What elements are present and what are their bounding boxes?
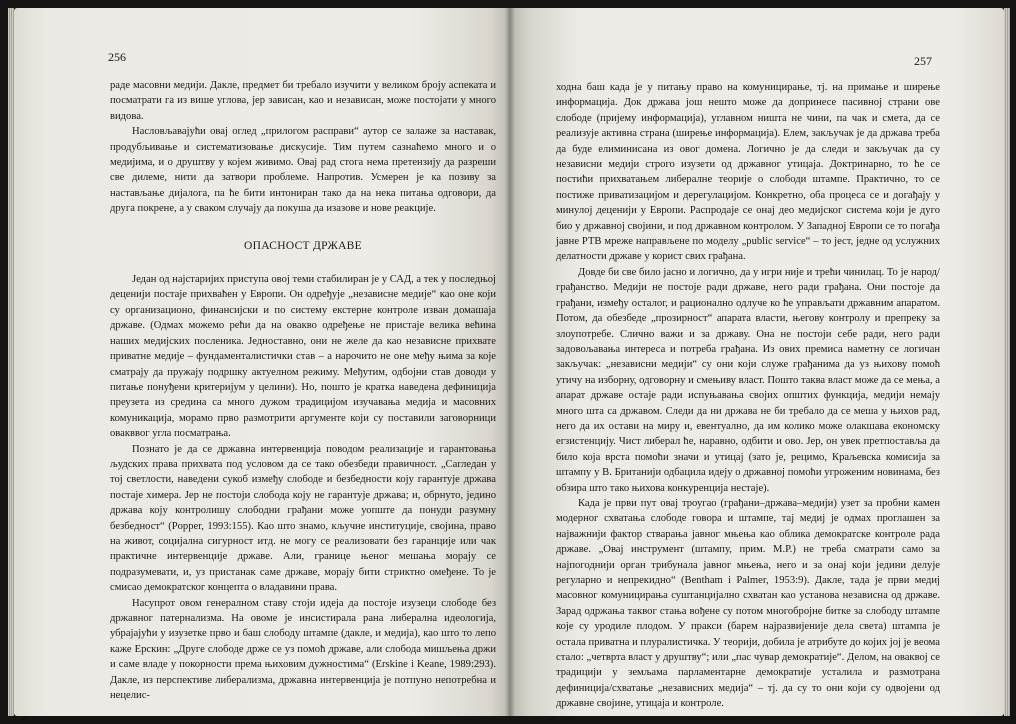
section-heading: ОПАСНОСТ ДРЖАВЕ xyxy=(244,239,362,252)
left-page xyxy=(14,8,510,716)
left-page-text xyxy=(110,78,496,703)
paragraph: Насупрот овом генералном ставу стоји идеја да постоје изузеци слободе без државног патернализма. На овоме је инсистирала рана либерална идеологија, убрајајући у изузетке прво и баш слободу штампе (дакле, и медија), као што то лепо каже Ерскин: „Друге слободе држе се уз помоћ државе, али слобода мишљења држи и саме владе у покорности према њиховим дужностима“ (Erskine i Keane, 1989:293). Дакле, из перспективе либерализма, државна интервенција је потпуно непотребна и нецелис- xyxy=(110,597,496,702)
page-number-right: 257 xyxy=(914,54,932,68)
paragraph: раде масовни медији. Дакле, предмет би требало изучити у великом броју аспеката и посматрати га из више углова, јер зависан, као и независан, може постојати у много видова. xyxy=(110,80,496,122)
paragraph: Довде би све било јасно и логично, да у игри није и трећи чинилац. То је народ/грађанство. Медији не постоје ради државе, него ради грађана. Они постоје да грађани, између осталог, и рационално одлуче ко ће управљати државним апаратом. Потом, да обезбеде „прозирност“ апарата власти, његову контролу и препреку за злоупотребе. Слично важи и за државу. Она не постоји себе ради, него ради задовољавања интереса и потреба грађана. Из ових премиса наметну се логичан закључак: „независни медији“ су они који служе грађанима да уз њихову помоћ утичу на изборну, одговорну и смењиву власт. Пошто таква власт може да се мења, а апарат државе остаје ради испуњавања својих општих функција, медији немају много шта са државом. Следи да ни држава не би требало да се меша у њихов рад, него да их остави на миру и, евентуално, да им колико може олакшава економску егзистенцију. Чист либерал ће, наравно, одбити и ово. Јер, он увек претпоставља да било која врста помоћи значи и утицај (зато је, рецимо, Краљевска комисија за штампу у В. Британији одбацила идеју о државној помоћи угроженим новинама, без обзира што тако њихова конкуренција нестаје). xyxy=(556,266,940,494)
page-stack-edge-right xyxy=(1004,8,1010,716)
paragraph: Познато је да се државна интервенција поводом реализације и гарантовања људских права прихвата под условом да се тако обезбеди правичност. „Сагледан у тој светлости, наведени сукоб између слободе и безбедности коју гарантује држава постаје химера. Јер не постоји слобода коју не гарантује држава; и, обрнуто, једино држава коју контролишу слободни грађани може уопште да понуди разумну безбедност“ (Popper, 1993:155). Као што знамо, кључне институције, својина, право на живот, социјална сигурност итд. не могу се реализовати без гаранције или чак практичне интервенције државе. Али, границе њеног мешања морају се подразумевати, и, уз пристанак саме државе, морају бити стриктно омеђене. То је смисао демократског концепта о владавини права. xyxy=(110,443,496,594)
paragraph: Када је први пут овај троугао (грађани–држава–медији) узет за пробни камен модерног схватања слободе говора и штампе, тај медиј је одмах проглашен за најважнији фактор стварања јавног мњења као облика демократске контроле рада државе. „Овај инструмент (штампу, прим. М.Р.) не треба сматрати само за најпогоднији орган трибунала јавног мњења, него и за онај који једини делује регуларно и непрекидно“ (Bentham i Palmer, 1953:9). Дакле, тада је први медиј масовног комуницирања суштанцијално схватан као установа независна од државе. Зарад одржања таквог стања вођене су потом многобројне битке за слободу штампе које су уродиле плодом. У пракси (барем најразвијеније дела света) штампа је остала приватна и плуралистичка. У теорији, добила је атрибуте до којих јој је веома стало: „четврта власт у друштву“; или „пас чувар демократије“. Делом, на оваквој се традицији у земљама парламентарне демократије усталила и размотрана дефиниција/схватање „независних медија“ – тј. да су то они који су одвојени од државне својине, утицаја и контроле. xyxy=(556,497,940,710)
right-page-text xyxy=(556,80,940,712)
right-page xyxy=(510,8,1004,716)
paragraph: ходна баш када је у питању право на комуницирање, тј. на примање и ширење информација. Док држава још нешто може да допринесе пасивној страни ове слободе (пријему информација), углавном ништа не чини, па чак и смета, да се реализује активна страна (ширење информација). Елем, закључак је да држава треба да буде елиминисана из овог домена. Логично је да следи и закључак да су независни медији строго изузети од државног утицаја. Доктринарно, то ће се постићи прихватањем либералне теорије о слободи штампе. Практично, то се постиже приватизацијом и дерегулацијом. Конкретно, оба процеса се и догађају у минулој деценији у Европи. Распродаје се онај део медијског система који је дуго био у државној својини, и под државном контролом. У Западној Европи се то погађа јавне РТВ мреже направљене по моделу „public service“ – то јест, једне од услужних делатности државе у корист свих грађана. xyxy=(556,82,940,263)
book-gutter xyxy=(505,8,515,716)
paragraph: Један од најстаријих приступа овој теми стабилиран је у САД, а тек у последњој деценији постаје прихваћен у Европи. Он одређује „независне медије“ као оне који су организационо, финансијски и по систему екстерне контроле изван домашаја државе. (Одмах можемо рећи да на овакво одређење не пристаје велика већина наших медијских посленика. Једноставно, они не желе да као независне прихвате приватне медије – фундаменталистички став – а нарочито не оне међу њима за које сматрају да пружају подршку актуелном режиму. Међутим, одбојни став доводи у питање понуђени критеријум у целини). Но, пошто је кратка наведена дефиниција преузета из средина са много дужом традицијом изучавања медија и масовних комуникација, морамо прво размотрити аргументе који су поставили заговорници овакввог угла посматрања. xyxy=(110,274,496,440)
page-number-left: 256 xyxy=(108,50,126,64)
paragraph: Насловљавајући овај оглед „прилогом расправи“ аутор се залаже за наставак, продубљивање и систематизовање дискусије. Тим путем сазнаћемо много и о медијима, и о друштву у којем живимо. Овај рад стога нема претензију да разреши све дилеме, нити да затвори проблеме. Напротив. Усмерен је ка позиву за настављање дијалога, па ће бити интониран тако да на нека питања одговори, да друга покрене, а у сваком случају да покуша да изазове и нове реакције. xyxy=(110,126,496,215)
